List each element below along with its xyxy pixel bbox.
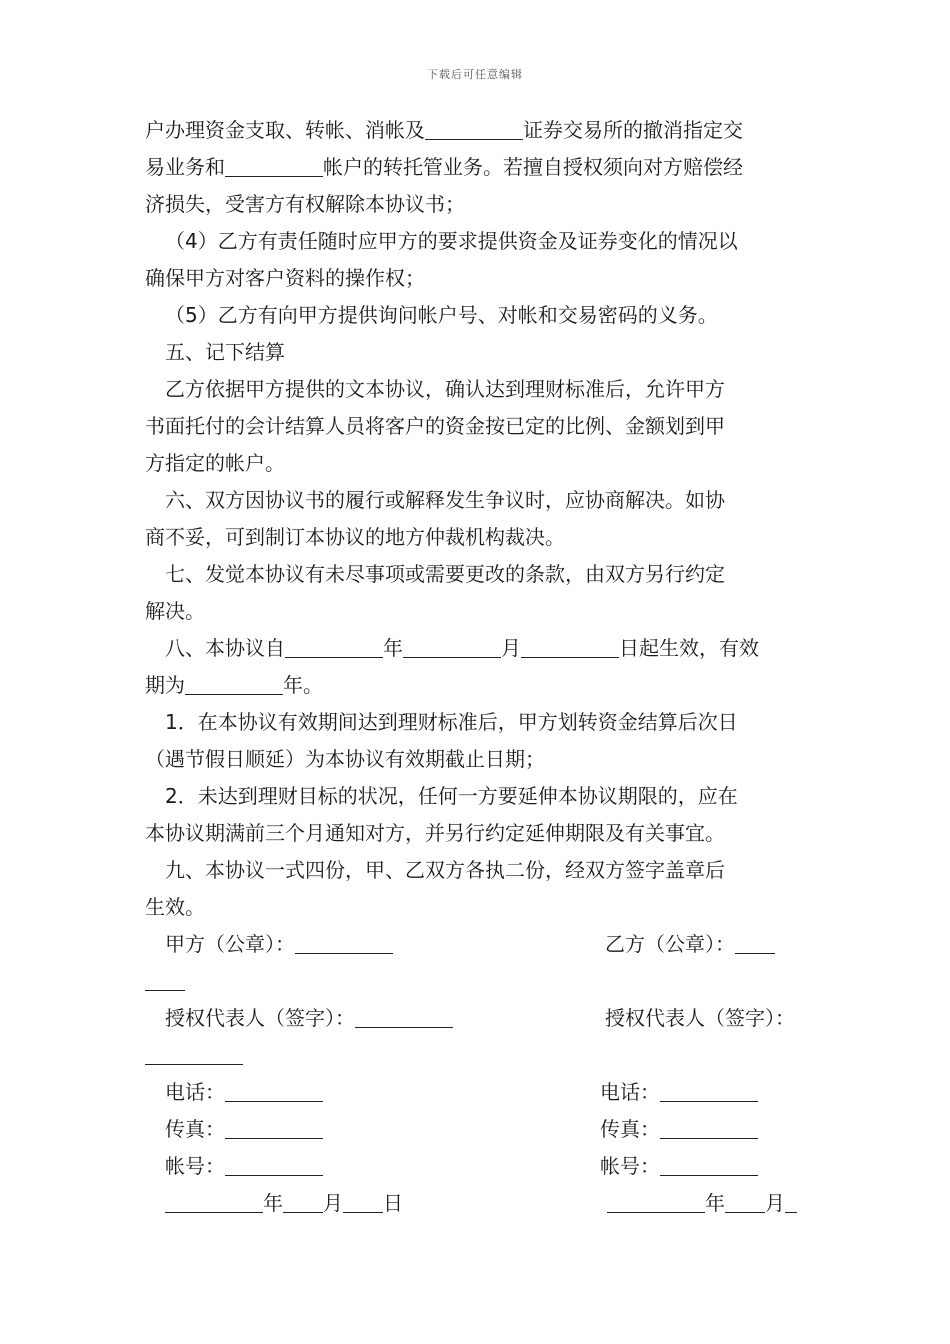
fill-blank [425,115,523,140]
page-header: 下载后可任意编辑 [427,68,523,81]
signature-wrap-row-2 [145,1037,810,1074]
date-a [165,1185,403,1222]
label: 乙方（公章）： [605,932,735,956]
signature-rep-row [145,1000,810,1037]
signature-wrap-row [145,963,810,1000]
label: 日 [383,1191,403,1215]
account-b [600,1148,758,1185]
clause-4-3-line-2 [145,149,810,186]
party-b-seal [605,926,775,963]
date-b [607,1185,797,1222]
fill-blank [343,1188,383,1213]
fill-blank [660,1077,758,1102]
fill-blank [660,1114,758,1139]
phone-row [145,1074,810,1111]
wrapped-blank [145,963,185,1000]
text-span: 日起生效，有效 [619,636,759,660]
clause-4-4-line-1: （4）乙方有责任随时应甲方的要求提供资金及证券变化的情况以 [165,229,738,253]
fax-b [600,1111,758,1148]
phone-a [165,1074,323,1111]
fill-blank [355,1003,453,1028]
section-5-title: 五、记下结算 [165,340,285,364]
account-row [145,1148,810,1185]
label: 电话： [165,1080,225,1104]
fill-blank [283,1188,323,1213]
text-span: 帐户的转托管业务。若擅自授权须向对方赔偿经 [323,155,743,179]
item-2-line-2: 本协议期满前三个月通知对方，并另行约定延伸期限及有关事宜。 [145,821,725,845]
wrapped-blank [145,1037,243,1074]
section-6-line-1: 六、双方因协议书的履行或解释发生争议时，应协商解决。如协 [165,488,725,512]
section-9-line-2: 生效。 [145,895,205,919]
section-8-line-1 [145,630,810,667]
text-span: 年。 [283,673,323,697]
fill-blank [521,633,619,658]
fill-blank [295,929,393,954]
clause-4-4-line-2: 确保甲方对客户资料的操作权； [145,266,425,290]
phone-b [600,1074,758,1111]
label: 传真： [165,1117,225,1141]
section-5-line-3: 方指定的帐户。 [145,451,285,475]
item-2-line-1: 2．未达到理财目标的状况，任何一方要延伸本协议期限的，应在 [165,784,738,808]
fill-blank [225,1114,323,1139]
label: 年 [705,1191,725,1215]
document-body [145,112,810,1222]
party-a-seal [165,926,393,963]
fax-row [145,1111,810,1148]
fill-blank [225,1151,323,1176]
fill-blank [735,929,775,954]
section-5-line-1: 乙方依据甲方提供的文本协议，确认达到理财标准后，允许甲方 [165,377,725,401]
label: 传真： [600,1117,660,1141]
fill-blank [225,1077,323,1102]
label: 帐号： [165,1154,225,1178]
fill-blank [660,1151,758,1176]
text-span: 年 [383,636,403,660]
section-7-line-1: 七、发觉本协议有未尽事项或需要更改的条款，由双方另行约定 [165,562,725,586]
fill-blank [403,633,501,658]
fill-blank [785,1188,797,1213]
label: 授权代表人（签字）： [165,1006,355,1030]
section-5-line-2: 书面托付的会计结算人员将客户的资金按已定的比例、金额划到甲 [145,414,725,438]
fill-blank [165,1188,263,1213]
text-span: 期为 [145,673,185,697]
clause-4-3-line-3: 济损失，受害方有权解除本协议书； [145,192,465,216]
text-span: 易业务和 [145,155,225,179]
label: 年 [263,1191,283,1215]
text-span: 八、本协议自 [165,636,285,660]
label: 月 [323,1191,343,1215]
date-row [145,1185,810,1222]
rep-a [165,1000,453,1037]
section-8-line-2 [145,667,810,704]
section-6-line-2: 商不妥，可到制订本协议的地方仲裁机构裁决。 [145,525,565,549]
label: 甲方（公章）： [165,932,295,956]
fill-blank [145,1040,243,1065]
text-span: 证券交易所的撤消指定交 [523,118,743,142]
label: 帐号： [600,1154,660,1178]
fill-blank [725,1188,765,1213]
rep-b [605,1000,795,1037]
signature-party-row [145,926,810,963]
label: 月 [765,1191,785,1215]
section-9-line-1: 九、本协议一式四份，甲、乙双方各执二份，经双方签字盖章后 [165,858,725,882]
fill-blank [145,966,185,991]
label: 电话： [600,1080,660,1104]
label: 授权代表人（签字）： [605,1006,795,1030]
item-1-line-1: 1．在本协议有效期间达到理财标准后，甲方划转资金结算后次日 [165,710,738,734]
clause-4-5: （5）乙方有向甲方提供询问帐户号、对帐和交易密码的义务。 [165,303,718,327]
fill-blank [225,152,323,177]
fax-a [165,1111,323,1148]
fill-blank [285,633,383,658]
fill-blank [607,1188,705,1213]
fill-blank [185,670,283,695]
item-1-line-2: （遇节假日顺延）为本协议有效期截止日期； [145,747,545,771]
account-a [165,1148,323,1185]
clause-4-3-line-1 [145,112,810,149]
text-span: 户办理资金支取、转帐、消帐及 [145,118,425,142]
text-span: 月 [501,636,521,660]
section-7-line-2: 解决。 [145,599,205,623]
